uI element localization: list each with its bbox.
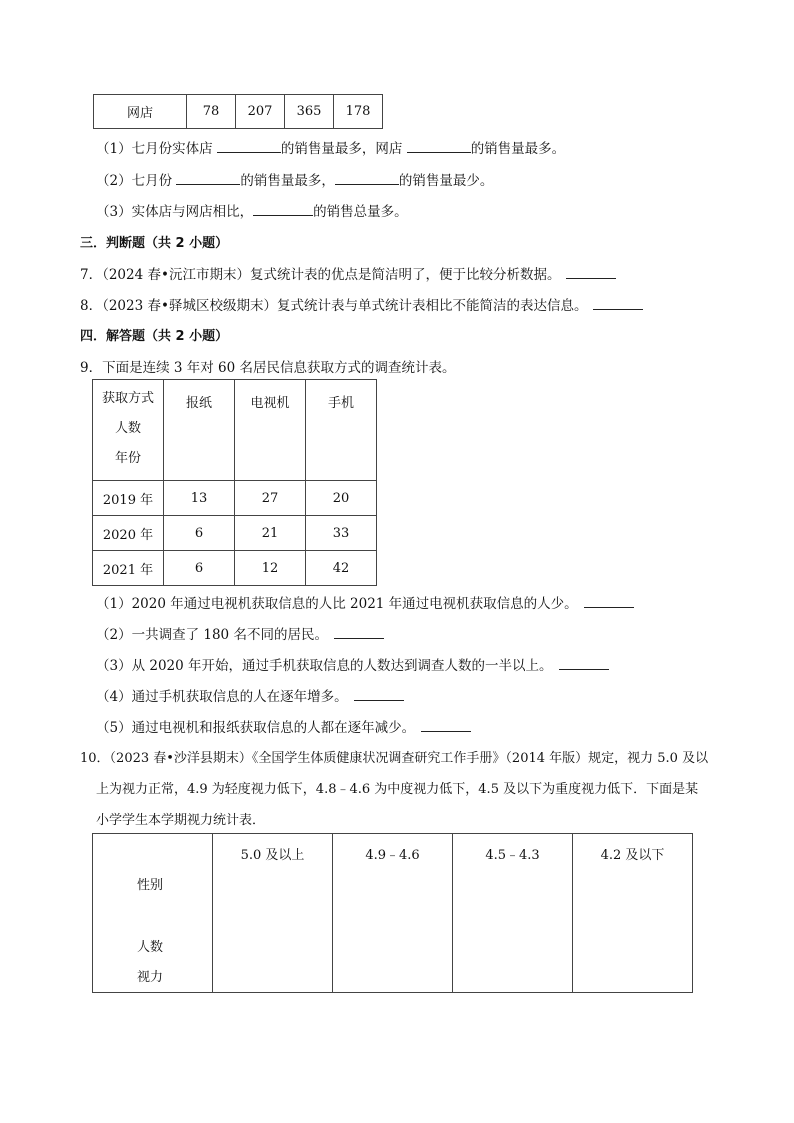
table-header-row: [93, 380, 377, 481]
q8: [80, 294, 643, 314]
q9-intro: 9．下面是连续 3 年对 60 名居民信息获取方式的调查统计表。: [80, 360, 456, 376]
table-row: [93, 551, 377, 586]
answer-blank[interactable]: [217, 140, 281, 153]
column-header: 4.9﹣4.6: [333, 834, 453, 993]
q9-item-1: [96, 592, 634, 612]
row-year: 2020 年: [93, 516, 164, 551]
q10-line-1: 10．（2023 春•沙洋县期末）《全国学生体质健康状况调查研究工作手册》（2014 年版）规定，视力 5.0 及以: [80, 751, 709, 766]
answer-blank[interactable]: [354, 688, 404, 701]
corner-label: 性别: [137, 878, 164, 893]
sales-table-partial: [93, 94, 383, 129]
column-header: 报纸: [164, 380, 235, 481]
corner-label: 年份: [114, 451, 141, 466]
answer-blank[interactable]: [407, 140, 471, 153]
question-text: （1）2020 年通过电视机获取信息的人比 2021 年通过电视机获取信息的人少。: [96, 596, 578, 612]
answer-blank[interactable]: [335, 172, 399, 185]
header-corner: [93, 834, 213, 993]
table-cell: 20: [306, 481, 377, 516]
q9-item-3: [96, 654, 609, 674]
column-header: 电视机: [235, 380, 306, 481]
column-header: 4.2 及以下: [573, 834, 693, 993]
corner-label: 人数: [114, 421, 141, 436]
header-corner: [93, 380, 164, 481]
question-text: 7．（2024 春•沅江市期末）复式统计表的优点是简洁明了，便于比较分析数据。: [80, 267, 561, 283]
text: 的销售量最多，: [240, 173, 335, 189]
table-cell: 6: [164, 516, 235, 551]
table-cell: 178: [334, 95, 383, 129]
corner-label: 视力: [137, 970, 164, 985]
table-cell: 13: [164, 481, 235, 516]
table-row: [93, 516, 377, 551]
table-cell: 12: [235, 551, 306, 586]
vision-table: [92, 833, 693, 993]
table-cell: 6: [164, 551, 235, 586]
text: 的销售总量多。: [313, 204, 408, 220]
q6-item-1: [96, 137, 565, 157]
q9-item-2: [96, 623, 384, 643]
answer-blank[interactable]: [559, 657, 609, 670]
text: （2）七月份: [96, 173, 177, 189]
q9-item-5: [96, 716, 471, 736]
text: 的销售量最多。: [470, 141, 566, 157]
row-year: 2021 年: [93, 551, 164, 586]
answer-blank[interactable]: [334, 626, 384, 639]
answer-blank[interactable]: [421, 719, 471, 732]
table-header-row: [93, 834, 693, 993]
table-row: [94, 95, 383, 129]
answer-blank[interactable]: [593, 297, 643, 310]
row-label: 网店: [94, 95, 187, 129]
column-header: 4.5﹣4.3: [453, 834, 573, 993]
q9-item-4: [96, 685, 404, 705]
question-text: （5）通过电视机和报纸获取信息的人都在逐年减少。: [96, 720, 416, 736]
question-text: 8．（2023 春•驿城区校级期末）复式统计表与单式统计表相比不能简洁的表达信息。: [80, 298, 588, 314]
text: （1）七月份实体店: [96, 141, 217, 157]
q10-line-2: 上为视力正常，4.9 为轻度视力低下，4.8﹣4.6 为中度视力低下，4.5 及以下为重度视力低下．下面是某: [96, 782, 699, 797]
corner-label: 人数: [137, 940, 164, 955]
table-cell: 27: [235, 481, 306, 516]
question-text: （2）一共调查了 180 名不同的居民。: [96, 627, 328, 643]
row-year: 2019 年: [93, 481, 164, 516]
table-cell: 42: [306, 551, 377, 586]
table-cell: 78: [187, 95, 236, 129]
text: 的销售量最少。: [398, 173, 494, 189]
table-row: [93, 481, 377, 516]
column-header: 5.0 及以上: [213, 834, 333, 993]
table-cell: 207: [236, 95, 285, 129]
q6-item-2: [96, 169, 493, 189]
survey-table: [92, 379, 377, 586]
q7: [80, 263, 616, 283]
section-title: 三．判断题（共 2 小题）: [80, 236, 229, 251]
q6-item-3: [96, 200, 408, 220]
table-cell: 21: [235, 516, 306, 551]
table-cell: 33: [306, 516, 377, 551]
table-cell: 365: [285, 95, 334, 129]
column-header: 手机: [306, 380, 377, 481]
answer-blank[interactable]: [253, 203, 313, 216]
answer-blank[interactable]: [176, 172, 240, 185]
q10-line-3: 小学学生本学期视力统计表．: [96, 813, 266, 828]
answer-blank[interactable]: [584, 595, 634, 608]
question-text: （3）从 2020 年开始，通过手机获取信息的人数达到调查人数的一半以上。: [96, 658, 553, 674]
section-title: 四．解答题（共 2 小题）: [80, 329, 229, 344]
text: （3）实体店与网店相比，: [96, 204, 254, 220]
corner-label: 获取方式: [101, 391, 154, 406]
text: 的销售量最多，网店: [280, 141, 407, 157]
answer-blank[interactable]: [566, 266, 616, 279]
question-text: （4）通过手机获取信息的人在逐年增多。: [96, 689, 348, 705]
